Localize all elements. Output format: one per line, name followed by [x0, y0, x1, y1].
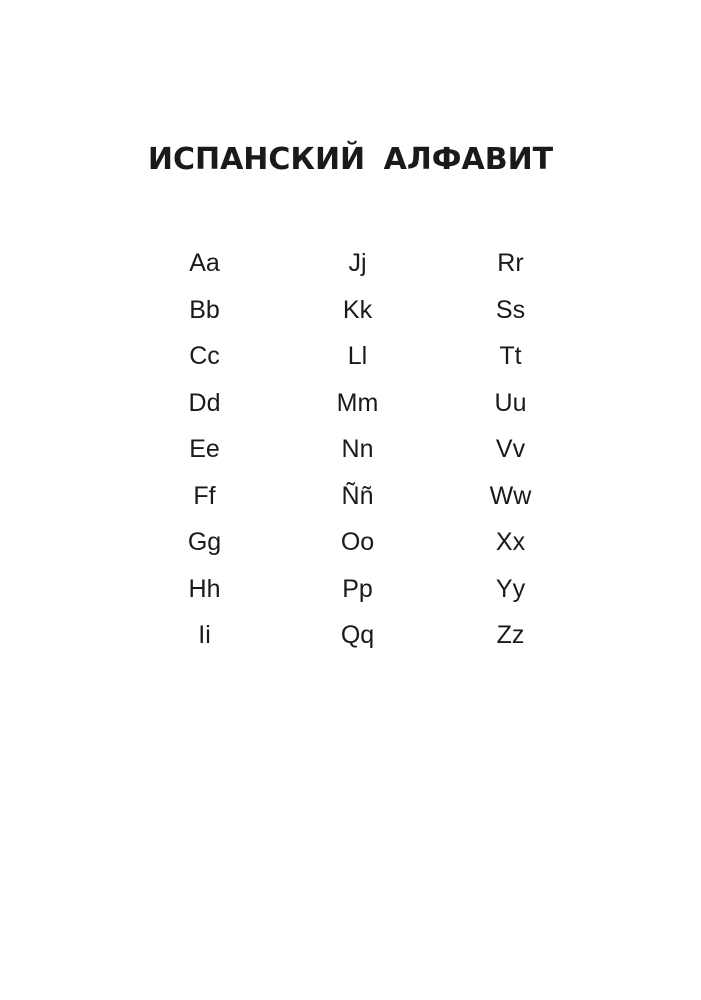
letter-j: Jj	[348, 249, 367, 277]
letter-i: Ii	[198, 621, 211, 649]
letter-k: Kk	[342, 295, 373, 324]
letter-d: Dd	[188, 388, 221, 417]
letter-s: Ss	[495, 295, 526, 324]
letter-x: Xx	[495, 528, 526, 556]
page-title: ИСПАНСКИЙ АЛФАВИТ	[147, 142, 554, 177]
alphabet-grid	[128, 243, 588, 663]
letter-g: Gg	[187, 528, 222, 556]
letter-q: Qq	[340, 621, 375, 649]
letter-enye: Ññ	[341, 481, 374, 510]
letter-e: Ee	[189, 435, 220, 463]
letter-l: Ll	[347, 342, 368, 370]
letter-v: Vv	[495, 435, 526, 463]
letter-o: Oo	[340, 528, 375, 556]
letter-w: Ww	[489, 481, 532, 510]
letter-c: Cc	[189, 342, 220, 370]
letter-r: Rr	[497, 249, 524, 277]
letter-y: Yy	[495, 574, 526, 603]
letter-t: Tt	[499, 342, 522, 370]
letter-p: Pp	[342, 574, 373, 603]
letter-h: Hh	[188, 574, 221, 603]
letter-b: Bb	[189, 295, 220, 324]
letter-n: Nn	[341, 435, 374, 463]
letter-a: Aa	[189, 249, 220, 277]
letter-u: Uu	[494, 388, 527, 417]
letter-m: Mm	[336, 388, 379, 417]
letter-z: Zz	[496, 621, 525, 649]
letter-f: Ff	[193, 481, 216, 510]
